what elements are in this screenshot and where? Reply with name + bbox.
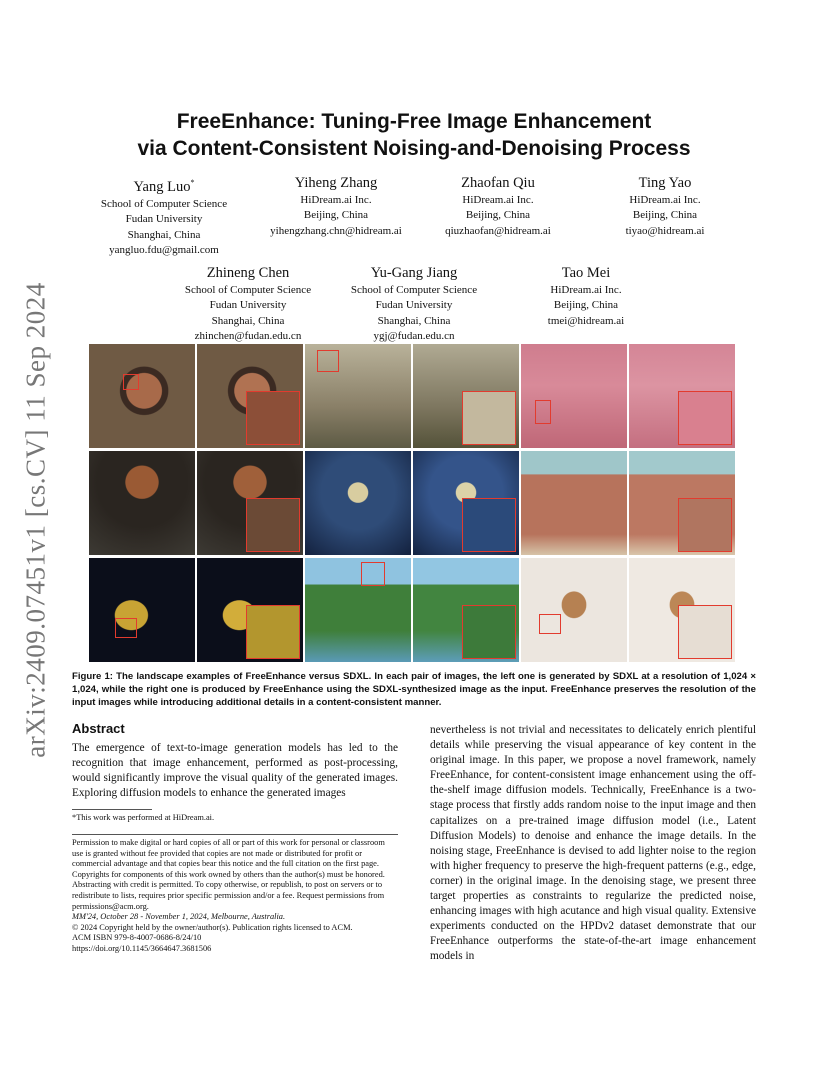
author-affil: Beijing, China (465, 209, 531, 222)
title-line-2: via Content-Consistent Noising-and-Denoising Process (137, 137, 691, 160)
author-affil: Fudan University (125, 213, 203, 226)
sdxl-image (89, 558, 195, 662)
zoom-box (361, 562, 385, 586)
sdxl-image (89, 451, 195, 555)
zoom-inset (462, 391, 516, 445)
zoom-box (115, 618, 137, 638)
author-email[interactable]: tmei@hidream.ai (547, 314, 625, 327)
figure-pair-kittens (521, 558, 735, 662)
figure-caption: Figure 1: The landscape examples of FreeEnhance versus SDXL. In each pair of images, the left one is generated by SDXL at a resolution of 1,024 × 1,024, while the right one is produced by FreeEnhance using the SDXL-synthesized image as the input. FreeEnhance preserves the resolution of the input images while introducing additional details in a content-consistent manner. (72, 671, 756, 709)
doi-link[interactable]: https://doi.org/10.1145/3664647.3681506 (72, 943, 212, 953)
figure-pair-dog (89, 451, 303, 555)
author-block (158, 263, 338, 345)
author-name: Yu-Gang Jiang (370, 265, 458, 281)
author-affil: Beijing, China (303, 209, 369, 222)
zoom-inset (246, 605, 300, 659)
zoom-box (123, 374, 139, 390)
sdxl-image (521, 344, 627, 448)
author-block (408, 173, 588, 239)
author-name: Yiheng Zhang (294, 175, 378, 191)
author-email[interactable]: yangluo.fdu@gmail.com (109, 244, 219, 257)
zoom-box (317, 350, 339, 372)
paper-title (72, 108, 756, 162)
footnote: *This work was performed at HiDream.ai. (72, 813, 215, 822)
sdxl-image (305, 451, 411, 555)
author-email[interactable]: yihengzhang.chn@hidream.ai (270, 224, 402, 237)
permission-divider (72, 834, 398, 835)
isbn-text: ACM ISBN 979-8-4007-0686-8/24/10 (72, 933, 202, 943)
author-affil: Shanghai, China (211, 314, 285, 327)
author-email[interactable]: ygj@fudan.edu.cn (373, 330, 455, 343)
author-name: Zhaofan Qiu (461, 175, 535, 191)
zoom-box (539, 614, 561, 634)
zoom-inset (246, 498, 300, 552)
permission-block (72, 838, 398, 955)
author-affil: HiDream.ai Inc. (300, 194, 372, 206)
author-affil: Fudan University (209, 299, 287, 312)
author-affil: HiDream.ai Inc. (550, 284, 622, 296)
permission-text: Permission to make digital or hard copies of all or part of this work for personal or classroom use is granted without fee provided that copies are not made or distributed for profit or commercial advantage and that copies bear this notice and the full citation on the first page. Copyrights for components of this work owned by others than the author(s) must be honored. Abstracting with credit is permitted. To copy otherwise, or republish, to post on servers or to redistribute to lists, requires prior specific permission and/or a fee. Request permissions from permissions@acm.org. (72, 838, 385, 911)
author-affil: HiDream.ai Inc. (462, 194, 534, 206)
author-name: Ting Yao (638, 175, 692, 191)
author-name: Tao Mei (561, 265, 611, 281)
figure-pair-landscape-painting (305, 344, 519, 448)
abstract-right-column: nevertheless is not trivial and necessitates to delicately enrich plentiful details while preserving the visual appearance of key content in the original image. In this paper, we propose a novel framework, namely FreeEnhance, for content-consistent image enhancement using the off-the-shelf image diffusion models. Technically, FreeEnhance is a two-stage process that firstly adds random noise to the input image and then capitalizes on a pre-trained image diffusion model (i.e., Latent Diffusion Models) to denoise and enhance the image details. In the noising stage, FreeEnhance is devised to add lighter noise to the region with higher frequency to preserve the high-frequent patterns (e.g., edge, corner) in the original image. In the denoising stage, we present three target properties as constraints to regularize the predicted noise, enhancing images with high acutance and high visual quality. Extensive experiments conducted on the HPDv2 dataset demonstrate that our FreeEnhance outperforms the state-of-the-art image enhancement models in (430, 724, 756, 963)
zoom-inset (678, 605, 732, 659)
author-email[interactable]: zhinchen@fudan.edu.cn (194, 330, 302, 343)
author-block (72, 173, 256, 258)
author-affil: School of Computer Science (350, 284, 478, 296)
conference-info: MM'24, October 28 - November 1, 2024, Melbourne, Australia. (72, 912, 286, 922)
sdxl-image (521, 558, 627, 662)
abstract-left-column: The emergence of text-to-image generation models has led to the recognition that image enhancement, performed as post-processing, would significantly improve the visual quality of the generated images. Exploring diffusion models to enhance the generated images (72, 742, 398, 800)
figure-pair-portrait (89, 344, 303, 448)
arxiv-stamp: arXiv:2409.07451v1 [cs.CV] 11 Sep 2024 (20, 282, 51, 758)
author-affil: Beijing, China (632, 209, 698, 222)
author-affil: HiDream.ai Inc. (629, 194, 701, 206)
figure-pair-building (521, 451, 735, 555)
author-affil: School of Computer Science (184, 284, 312, 296)
zoom-inset (246, 391, 300, 445)
figure-pair-robot (305, 451, 519, 555)
figure-pair-island (305, 558, 519, 662)
copyright-text: © 2024 Copyright held by the owner/author(s). Publication rights licensed to ACM. (72, 922, 353, 932)
author-affil: Shanghai, China (377, 314, 451, 327)
abstract-heading: Abstract (72, 721, 125, 736)
author-name: Zhineng Chen (206, 265, 290, 281)
author-block (580, 173, 750, 239)
figure-1-image-grid (89, 344, 737, 662)
author-email[interactable]: qiuzhaofan@hidream.ai (445, 224, 551, 237)
author-block (496, 263, 676, 329)
zoom-inset (462, 498, 516, 552)
footnote-divider (72, 809, 152, 810)
author-affil: School of Computer Science (100, 197, 228, 210)
title-line-1: FreeEnhance: Tuning-Free Image Enhancement (176, 110, 652, 133)
zoom-box (535, 400, 551, 424)
author-block (324, 263, 504, 345)
author-email[interactable]: tiyao@hidream.ai (625, 224, 705, 237)
sdxl-image (521, 451, 627, 555)
author-name: Yang Luo (133, 178, 191, 195)
sdxl-image (89, 344, 195, 448)
figure-pair-anime-girl (521, 344, 735, 448)
zoom-inset (678, 391, 732, 445)
figure-pair-spaceship (89, 558, 303, 662)
author-affil: Beijing, China (553, 299, 619, 312)
author-block (246, 173, 426, 239)
zoom-inset (678, 498, 732, 552)
author-affil: Shanghai, China (127, 228, 201, 241)
zoom-inset (462, 605, 516, 659)
author-sup: * (190, 178, 195, 187)
author-affil: Fudan University (375, 299, 453, 312)
sdxl-image (305, 558, 411, 662)
